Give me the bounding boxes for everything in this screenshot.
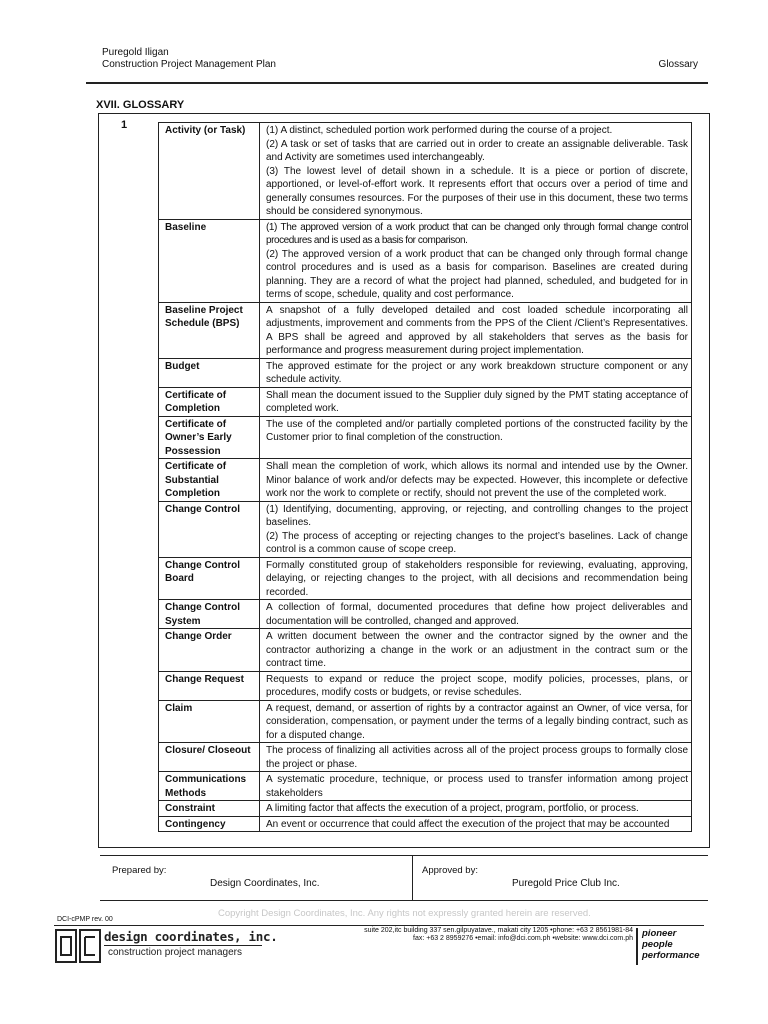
definition-text: The use of the completed and/or partially completed portions of the constructed facility by the Customer prior to final completion of the construction.	[266, 418, 688, 443]
glossary-term: Communications Methods	[159, 772, 260, 801]
table-row	[159, 772, 692, 801]
table-row	[159, 600, 692, 629]
table-row	[159, 629, 692, 672]
table-row	[159, 671, 692, 700]
glossary-term: Change Control System	[159, 600, 260, 629]
glossary-definition	[260, 358, 692, 387]
glossary-term: Certificate of Substantial Completion	[159, 459, 260, 502]
company-name: design coordinates, inc.	[104, 929, 278, 944]
company-rule	[104, 945, 262, 946]
signature-rule-top	[100, 855, 708, 856]
glossary-term: Activity (or Task)	[159, 123, 260, 220]
slogan-divider	[636, 928, 638, 965]
slogan-word: performance	[642, 950, 700, 961]
glossary-table	[158, 122, 692, 832]
plan-name: Construction Project Management Plan	[102, 59, 276, 70]
glossary-term: Change Control	[159, 501, 260, 557]
glossary-term: Closure/ Closeout	[159, 743, 260, 772]
header-rule	[86, 82, 708, 84]
definition-text: (2) The approved version of a work product that can be changed only through formal change control procedures and is used as a basis for comparison. Baselines are created during planning. They are a record of what the project had planned, scheduled, and budgeted for in terms of scope, schedule, quality and cost performance.	[266, 248, 688, 300]
project-name: Puregold Iligan	[102, 47, 169, 58]
glossary-definition	[260, 557, 692, 600]
definition-text: (1) Identifying, documenting, approving, or rejecting, and controlling changes to the project baselines.	[266, 503, 688, 528]
approved-by-name: Puregold Price Club Inc.	[512, 878, 620, 889]
slogan-word: people	[642, 939, 673, 950]
glossary-definition	[260, 387, 692, 416]
glossary-term: Change Control Board	[159, 557, 260, 600]
glossary-term: Constraint	[159, 801, 260, 817]
definition-text: (1) A distinct, scheduled portion work performed during the course of a project.	[266, 125, 613, 136]
definition-text: A limiting factor that affects the execution of a project, program, portfolio, or process.	[266, 803, 639, 814]
definition-text: A written document between the owner and the contractor signed by the owner and the contractor authorizing a change in the work or an adjustment in the contract sum or the contract time.	[266, 631, 688, 669]
definition-text: A collection of formal, documented procedures that define how project deliverables and documentation will be controlled, changed and approved.	[266, 602, 688, 627]
glossary-definition	[260, 416, 692, 459]
glossary-definition	[260, 700, 692, 743]
definition-text: (2) The process of accepting or rejecting changes to the project’s baselines. Lack of change control is a common cause of scope creep.	[266, 530, 688, 555]
table-row	[159, 501, 692, 557]
glossary-term: Budget	[159, 358, 260, 387]
glossary-definition	[260, 772, 692, 801]
glossary-definition	[260, 600, 692, 629]
glossary-term: Contingency	[159, 816, 260, 832]
glossary-term: Baseline Project Schedule (BPS)	[159, 302, 260, 358]
glossary-definition	[260, 123, 692, 220]
copyright-notice: Copyright Design Coordinates, Inc. Any rights not expressly granted herein are reserved.	[218, 908, 591, 919]
definition-text: The approved estimate for the project or any work breakdown structure component or any schedule activity.	[266, 360, 688, 385]
document-header	[102, 47, 276, 71]
table-row	[159, 123, 692, 220]
glossary-definition	[260, 816, 692, 832]
glossary-definition	[260, 219, 692, 302]
definition-text: (3) The lowest level of detail shown in a schedule. It is a piece or portion of discrete, apportioned, or level-of-effort work. It represents effort that occurs over a period of time and generally consumes resources. For the purposes of their use in this document, these two terms should be considered synonymous.	[266, 165, 688, 217]
company-address	[364, 927, 633, 943]
company-logo-icon	[55, 929, 101, 968]
table-row	[159, 459, 692, 502]
definition-text: A request, demand, or assertion of rights by a contractor against an Owner, of vice versa, for consideration, compensation, or payment under the terms of a legally binding contract, such as for a disputed change.	[266, 702, 688, 741]
definition-text: Shall mean the document issued to the Supplier duly signed by the PMT stating acceptance of completed work.	[266, 389, 688, 414]
prepared-by-label: Prepared by:	[112, 865, 167, 876]
definition-text: The process of finalizing all activities across all of the project process groups to formally close the project or phase.	[266, 745, 688, 770]
glossary-term: Certificate of Owner’s Early Possession	[159, 416, 260, 459]
glossary-definition	[260, 671, 692, 700]
definition-text: Formally constituted group of stakeholders responsible for reviewing, evaluating, approving, delaying, or rejecting changes to the project, with all decisions and recommendation being recorded.	[266, 559, 688, 598]
glossary-term: Claim	[159, 700, 260, 743]
header-section-name: Glossary	[658, 59, 698, 70]
table-row	[159, 219, 692, 302]
table-row	[159, 557, 692, 600]
glossary-definition	[260, 459, 692, 502]
signature-divider	[412, 855, 413, 901]
address-line: suite 202,itc building 337 sen.gilpuyatave., makati city 1205 •phone: +63 2 8561981-84	[364, 927, 633, 934]
glossary-definition	[260, 302, 692, 358]
glossary-term: Change Order	[159, 629, 260, 672]
table-row	[159, 816, 692, 832]
glossary-term: Baseline	[159, 219, 260, 302]
table-row	[159, 801, 692, 817]
company-slogan	[642, 928, 700, 961]
revision-code: DCI-cPMP rev. 00	[57, 916, 113, 923]
prepared-by-name: Design Coordinates, Inc.	[210, 878, 320, 889]
footer-rule	[54, 925, 704, 926]
slogan-word: pioneer	[642, 928, 677, 939]
glossary-definition	[260, 743, 692, 772]
company-tagline: construction project managers	[108, 947, 242, 958]
definition-text: Shall mean the completion of work, which allows its normal and intended use by the Owner. Minor balance of work and/or defects may be expected. However, this incomplete or defective work nor the work to complete or rectify, should not prevent the use of the completed work.	[266, 461, 688, 499]
signature-rule-bottom	[100, 900, 708, 901]
glossary-definition	[260, 801, 692, 817]
item-number: 1	[121, 119, 128, 131]
section-title: XVII. GLOSSARY	[96, 99, 185, 111]
glossary-definition	[260, 501, 692, 557]
glossary-term: Change Request	[159, 671, 260, 700]
table-row	[159, 387, 692, 416]
definition-text: (1) The approved version of a work product that can be changed only through formal change control procedures and is used as a basis for comparison.	[266, 221, 688, 246]
approved-by-label: Approved by:	[422, 865, 478, 876]
definition-text: A snapshot of a fully developed detailed and cost loaded schedule incorporating all adjustments, improvement and comments from the PPS of the Client /Client’s Representatives. A BPS shall be agreed and approved by all stakeholders that serves as the basis for performance and progress measurement during project implementation.	[266, 304, 688, 356]
definition-text: An event or occurrence that could affect the execution of the project that may be accounted	[266, 818, 670, 830]
table-row	[159, 302, 692, 358]
table-row	[159, 700, 692, 743]
definition-text: Requests to expand or reduce the project scope, modify policies, processes, plans, or procedures, modify costs or budgets, or revise schedules.	[266, 673, 688, 698]
definition-text: A systematic procedure, technique, or process used to transfer information among project stakeholders	[266, 774, 688, 799]
table-row	[159, 416, 692, 459]
definition-text: (2) A task or set of tasks that are carried out in order to create an assignable deliverable. Task and Activity are sometimes used interchangeably.	[266, 138, 688, 163]
glossary-definition	[260, 629, 692, 672]
table-row	[159, 358, 692, 387]
table-row	[159, 743, 692, 772]
contact-line: fax: +63 2 8959276 •email: info@dci.com.ph •website: www.dci.com.ph	[413, 935, 633, 942]
glossary-term: Certificate of Completion	[159, 387, 260, 416]
